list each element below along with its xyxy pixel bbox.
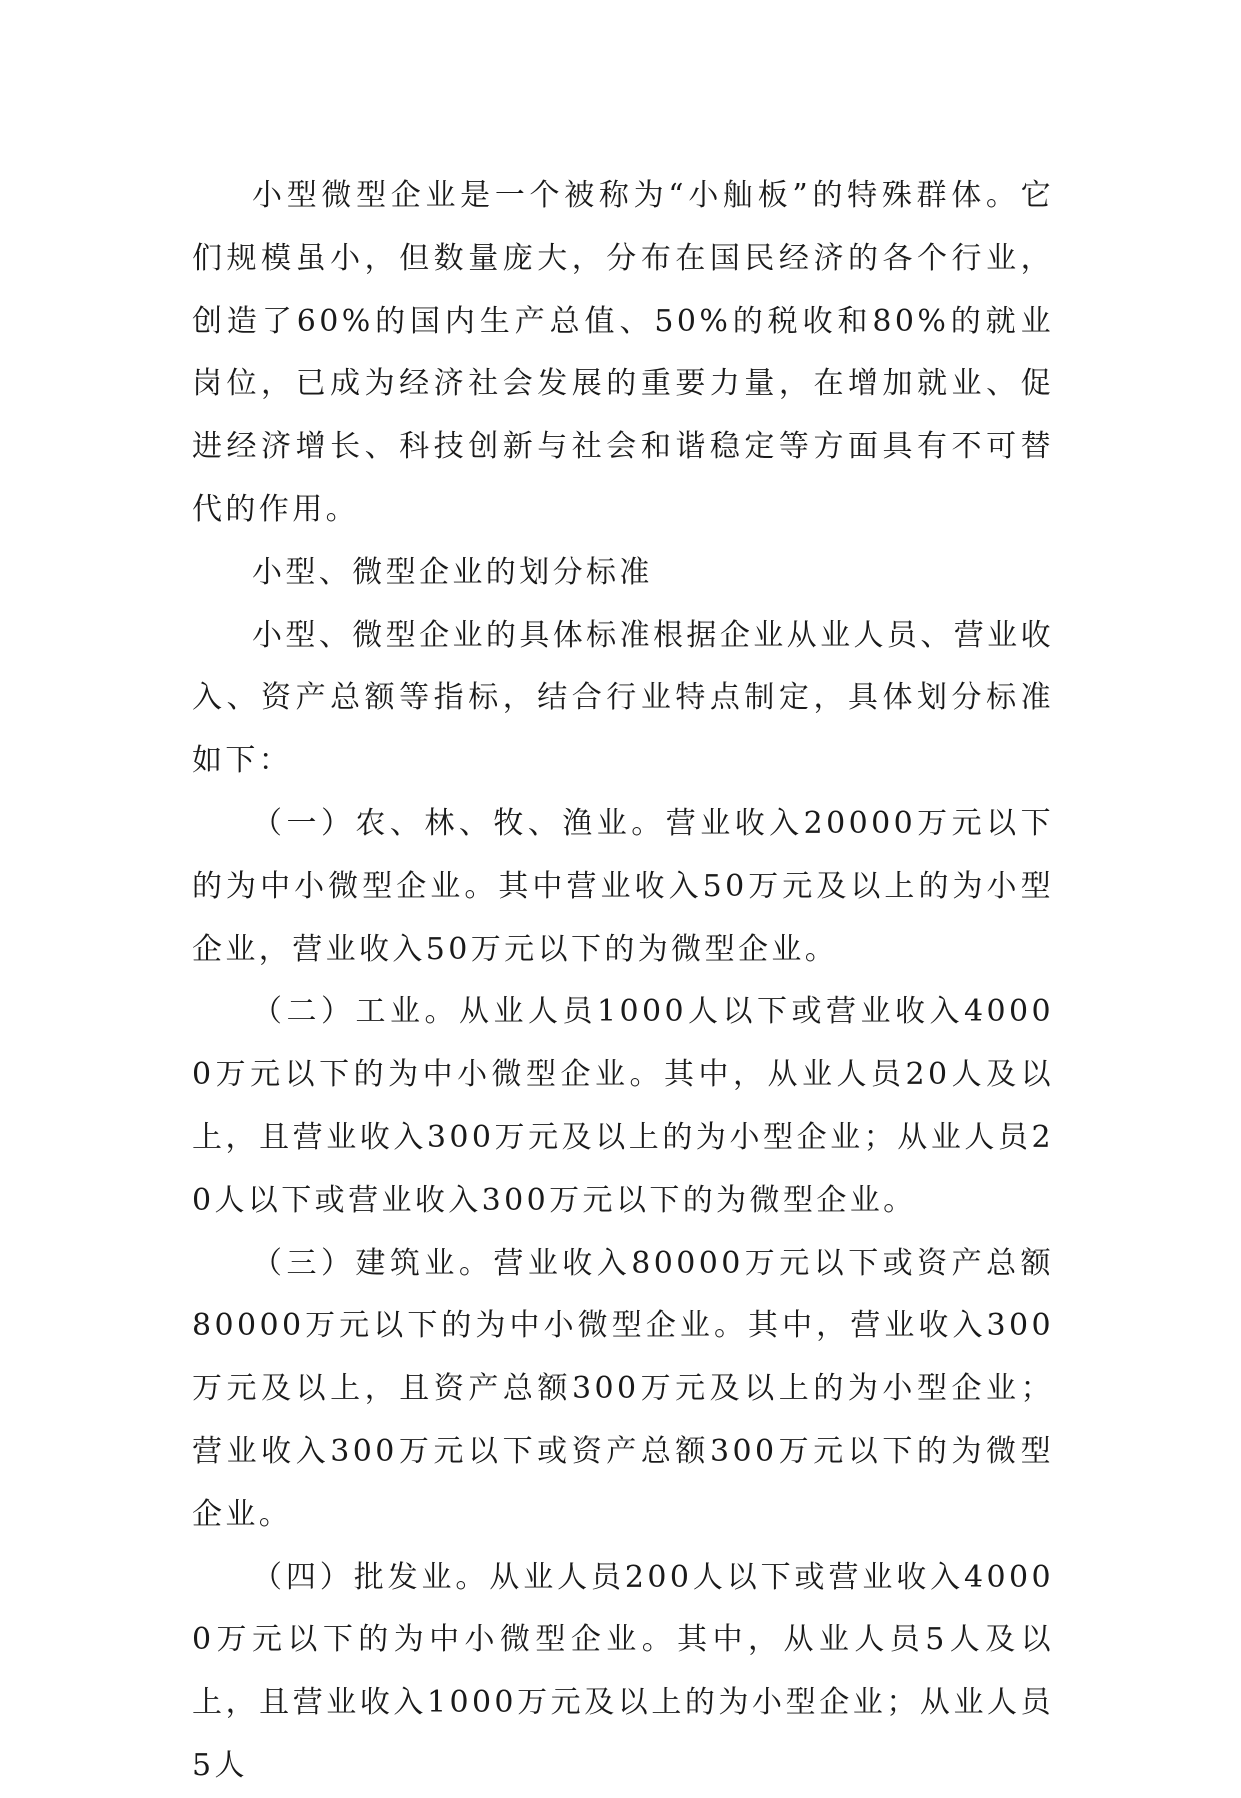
- intro-paragraph: 小型微型企业是一个被称为“小舢板”的特殊群体。它们规模虽小，但数量庞大，分布在国民经济的各个行业，创造了60%的国内生产总值、50%的税收和80%的就业岗位，已成为经济社会发展的重要力量，在增加就业、促进经济增长、科技创新与社会和谐稳定等方面具有不可替代的作用。: [192, 178, 1054, 527]
- agriculture-standard-paragraph: （一）农、林、牧、渔业。营业收入20000万元以下的为中小微型企业。其中营业收入50万元及以上的为小型企业，营业收入50万元以下的为微型企业。: [192, 805, 1054, 967]
- section-heading: 小型、微型企业的划分标准: [252, 554, 653, 590]
- standard-overview-paragraph: 小型、微型企业的具体标准根据企业从业人员、营业收入、资产总额等指标，结合行业特点制定，具体划分标准如下：: [192, 617, 1054, 779]
- industry-standard-paragraph: （二）工业。从业人员1000人以下或营业收入40000万元以下的为中小微型企业。其中，从业人员20人及以上，且营业收入300万元及以上的为小型企业；从业人员20人以下或营业收入300万元以下的为微型企业。: [192, 994, 1054, 1218]
- wholesale-standard-paragraph: （四）批发业。从业人员200人以下或营业收入40000万元以下的为中小微型企业。其中，从业人员5人及以上，且营业收入1000万元及以上的为小型企业；从业人员5人: [192, 1559, 1054, 1783]
- construction-standard-paragraph: （三）建筑业。营业收入80000万元以下或资产总额80000万元以下的为中小微型企业。其中，营业收入300万元及以上，且资产总额300万元及以上的为小型企业；营业收入300万元以下或资产总额300万元以下的为微型企业。: [192, 1245, 1054, 1532]
- document-body: [192, 165, 1054, 1798]
